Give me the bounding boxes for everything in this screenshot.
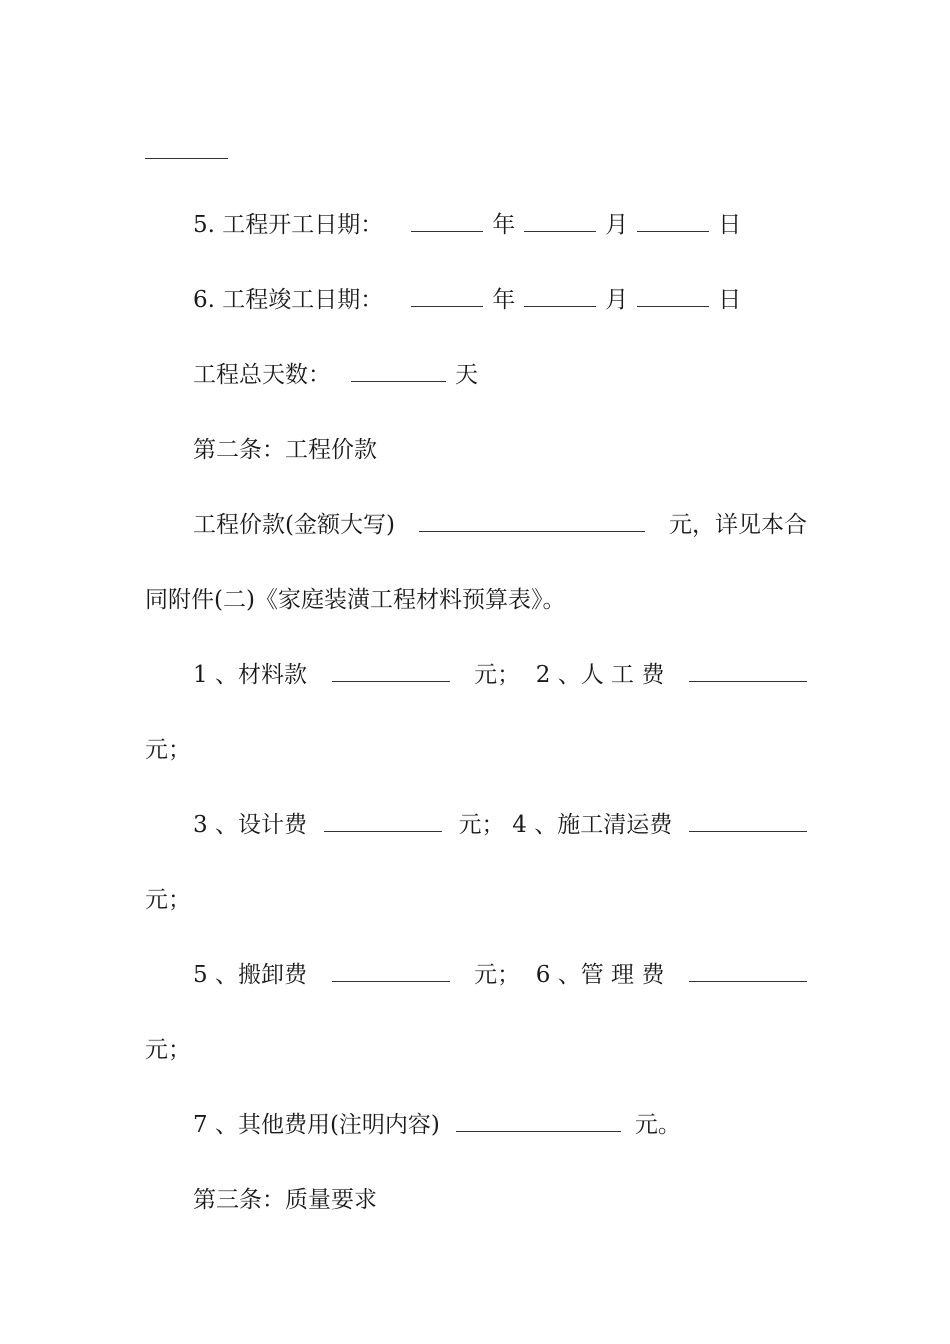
article-3-heading-text: 第三条：质量要求 bbox=[193, 1187, 377, 1213]
price-line-2 bbox=[145, 582, 807, 618]
fee-item-5: 5 、搬卸费 bbox=[193, 962, 307, 988]
start-month-blank bbox=[524, 207, 596, 232]
fees-line-1-2-cont bbox=[145, 732, 807, 768]
fee-item-5-yuan: 元； bbox=[474, 962, 521, 988]
fee-item-1: 1 、材料款 bbox=[193, 662, 307, 688]
price-suffix: 元，详见本合 bbox=[668, 512, 807, 538]
fees-line-5-6 bbox=[193, 957, 807, 993]
end-year-unit: 年 bbox=[492, 287, 516, 313]
fees-line-3-4-cont bbox=[145, 882, 807, 918]
fee-item-3: 3 、设计费 bbox=[193, 812, 307, 838]
fee-item-5-blank bbox=[332, 957, 450, 982]
start-day-blank bbox=[637, 207, 709, 232]
fee-item-2-yuan: 元； bbox=[145, 737, 191, 763]
start-date-line bbox=[193, 207, 807, 243]
fill-blank-continuation bbox=[145, 158, 228, 159]
price-blank bbox=[419, 507, 645, 532]
end-day-unit: 日 bbox=[718, 287, 742, 313]
fee-item-4: 4 、施工清运费 bbox=[512, 812, 673, 838]
fee-item-1-yuan: 元； bbox=[474, 662, 521, 688]
fees-line-3-4 bbox=[193, 807, 807, 843]
start-day-unit: 日 bbox=[718, 212, 742, 238]
fee-item-7-blank bbox=[456, 1107, 621, 1132]
fee-item-3-blank bbox=[324, 807, 442, 832]
article-2-heading-text: 第二条：工程价款 bbox=[193, 437, 377, 463]
fee-item-6-blank bbox=[689, 957, 807, 982]
fees-line-7 bbox=[193, 1107, 807, 1143]
fee-item-7-yuan: 元。 bbox=[634, 1112, 681, 1138]
total-days-line bbox=[193, 357, 807, 393]
price-label: 工程价款(金额大写) bbox=[193, 512, 395, 538]
start-year-unit: 年 bbox=[492, 212, 516, 238]
fee-item-3-yuan: 元； bbox=[458, 812, 505, 838]
fees-line-1-2 bbox=[193, 657, 807, 693]
fee-item-1-blank bbox=[332, 657, 450, 682]
end-date-label: 6. 工程竣工日期： bbox=[193, 287, 384, 313]
fee-item-7: 7 、其他费用(注明内容) bbox=[193, 1112, 440, 1138]
article-3-heading bbox=[193, 1182, 807, 1218]
end-day-blank bbox=[637, 282, 709, 307]
end-year-blank bbox=[411, 282, 483, 307]
fee-item-6-yuan: 元； bbox=[145, 1037, 191, 1063]
total-days-unit: 天 bbox=[455, 362, 478, 388]
fee-item-4-yuan: 元； bbox=[145, 887, 191, 913]
fee-item-2: 2 、人 工 费 bbox=[535, 662, 665, 688]
end-month-unit: 月 bbox=[605, 287, 629, 313]
start-date-label: 5. 工程开工日期： bbox=[193, 212, 384, 238]
fee-item-4-blank bbox=[689, 807, 807, 832]
fee-item-6: 6 、管 理 费 bbox=[535, 962, 665, 988]
fees-line-5-6-cont bbox=[145, 1032, 807, 1068]
total-days-label: 工程总天数： bbox=[193, 362, 331, 388]
start-month-unit: 月 bbox=[605, 212, 629, 238]
price-line bbox=[193, 507, 807, 543]
total-days-blank bbox=[351, 357, 446, 382]
fee-item-2-blank bbox=[689, 657, 807, 682]
start-year-blank bbox=[411, 207, 483, 232]
end-month-blank bbox=[524, 282, 596, 307]
article-2-heading bbox=[193, 432, 807, 468]
price-line-2-text: 同附件(二)《家庭装潢工程材料预算表》。 bbox=[145, 587, 566, 613]
end-date-line bbox=[193, 282, 807, 318]
